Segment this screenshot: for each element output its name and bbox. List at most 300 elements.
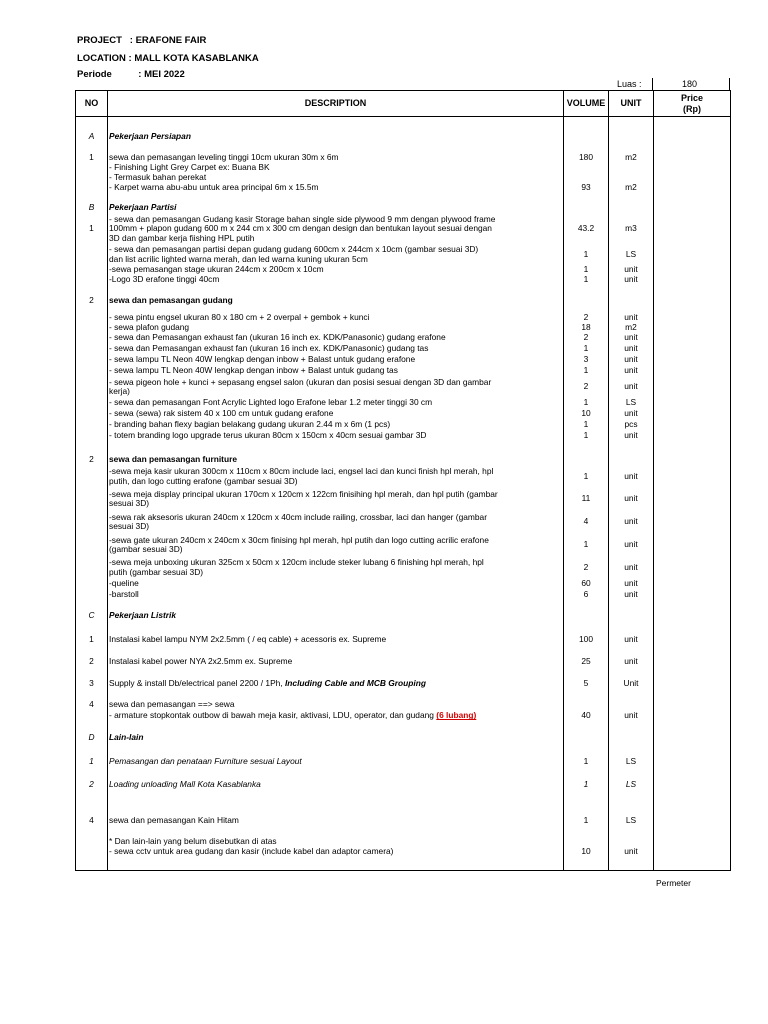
table-row — [76, 214, 731, 245]
row-unit: unit — [609, 333, 654, 344]
row-description-text: Lain-lain — [109, 732, 144, 743]
row-description — [108, 668, 564, 678]
row-unit — [609, 143, 654, 153]
row-description — [108, 183, 564, 193]
row-price — [654, 710, 731, 723]
row-unit — [609, 733, 654, 744]
row-description-text: - sewa dan Pemasangan exhaust fan (ukuran 16 inch ex. KDK/Panasonic) gudang erafone — [109, 332, 446, 343]
row-unit: LS — [609, 779, 654, 791]
row-volume — [564, 622, 609, 634]
table-row — [76, 710, 731, 723]
row-price — [654, 265, 731, 275]
row-volume: 2 — [564, 377, 609, 398]
row-unit: unit — [609, 847, 654, 857]
table-row — [76, 744, 731, 756]
row-no — [76, 193, 108, 203]
row-description — [108, 193, 564, 203]
table-row — [76, 131, 731, 143]
row-no — [76, 117, 108, 131]
row-description — [108, 131, 564, 143]
row-description-text: - sewa dan Pemasangan exhaust fan (ukuran 16 inch ex. KDK/Panasonic) gudang tas — [109, 343, 429, 354]
row-no — [76, 557, 108, 579]
row-unit: unit — [609, 431, 654, 442]
table-row — [76, 791, 731, 803]
row-description — [108, 847, 564, 857]
row-volume: 2 — [564, 313, 609, 323]
row-price — [654, 431, 731, 442]
row-description — [108, 488, 564, 511]
row-volume — [564, 791, 609, 803]
table-row — [76, 733, 731, 744]
row-description-text: - sewa dan pemasangan Font Acrylic Lighted logo Erafone lebar 1.2 meter tinggi 30 cm — [109, 397, 433, 408]
location-line — [77, 53, 259, 64]
row-unit: unit — [609, 466, 654, 488]
row-unit: m2 — [609, 183, 654, 193]
row-volume — [564, 700, 609, 710]
row-volume — [564, 442, 609, 454]
row-no — [76, 333, 108, 344]
table-row — [76, 579, 731, 590]
row-unit: unit — [609, 534, 654, 557]
row-description — [108, 710, 564, 723]
row-price — [654, 488, 731, 511]
row-volume: 1 — [564, 756, 609, 768]
row-description — [108, 344, 564, 355]
row-price — [654, 590, 731, 601]
row-description-text: Pekerjaan Listrik — [109, 610, 177, 621]
row-description-text: - Termasuk bahan perekat — [109, 171, 207, 182]
row-volume — [564, 131, 609, 143]
row-price — [654, 803, 731, 815]
row-no — [76, 857, 108, 871]
table-row — [76, 245, 731, 265]
table-row — [76, 622, 731, 634]
row-description — [108, 442, 564, 454]
row-no — [76, 366, 108, 377]
row-unit: unit — [609, 409, 654, 420]
row-description — [108, 756, 564, 768]
row-description — [108, 768, 564, 779]
table-row — [76, 454, 731, 466]
table-row — [76, 557, 731, 579]
row-volume: 1 — [564, 779, 609, 791]
table-row — [76, 768, 731, 779]
row-volume: 93 — [564, 183, 609, 193]
row-no — [76, 590, 108, 601]
row-description-text: Instalasi kabel lampu NYM 2x2.5mm ( / eq cable) + acessoris ex. Supreme — [109, 633, 387, 644]
row-unit: unit — [609, 511, 654, 534]
row-price — [654, 344, 731, 355]
table-row — [76, 678, 731, 690]
row-description — [108, 601, 564, 611]
table-row — [76, 779, 731, 791]
periode-line — [77, 69, 185, 80]
row-unit: unit — [609, 579, 654, 590]
row-no: 3 — [76, 678, 108, 690]
table-row — [76, 656, 731, 668]
row-no: 2 — [76, 656, 108, 668]
row-description-text: - sewa pintu engsel ukuran 80 x 180 cm + 2 overpal + gembok + kunci — [109, 311, 370, 322]
row-price — [654, 723, 731, 733]
row-price — [654, 275, 731, 285]
row-no — [76, 431, 108, 442]
table-row — [76, 333, 731, 344]
row-description — [108, 656, 564, 668]
row-unit: LS — [609, 245, 654, 265]
row-no: 1 — [76, 756, 108, 768]
row-no — [76, 668, 108, 678]
table-row — [76, 815, 731, 827]
row-volume: 11 — [564, 488, 609, 511]
row-no — [76, 723, 108, 733]
row-unit — [609, 131, 654, 143]
row-price — [654, 173, 731, 183]
row-description-text: - armature stopkontak outbow di bawah meja kasir, aktivasi, LDU, operator, dan gudang — [109, 710, 437, 721]
row-no — [76, 466, 108, 488]
row-price — [654, 646, 731, 656]
row-volume: 180 — [564, 153, 609, 163]
table-row — [76, 488, 731, 511]
row-unit — [609, 791, 654, 803]
row-no — [76, 622, 108, 634]
row-volume: 4 — [564, 511, 609, 534]
row-volume: 10 — [564, 409, 609, 420]
row-volume — [564, 837, 609, 847]
table-row — [76, 344, 731, 355]
table-row — [76, 442, 731, 454]
row-no — [76, 183, 108, 193]
row-no — [76, 355, 108, 366]
row-volume — [564, 723, 609, 733]
row-description — [108, 534, 564, 557]
row-price — [654, 454, 731, 466]
row-description — [108, 634, 564, 646]
row-no — [76, 323, 108, 333]
row-description — [108, 355, 564, 366]
row-unit — [609, 173, 654, 183]
luas-label: Luas : — [617, 79, 642, 89]
row-no — [76, 768, 108, 779]
row-unit — [609, 700, 654, 710]
row-volume: 60 — [564, 579, 609, 590]
row-price — [654, 601, 731, 611]
row-description — [108, 803, 564, 815]
table-row — [76, 366, 731, 377]
row-description — [108, 245, 564, 265]
row-no — [76, 409, 108, 420]
table-row — [76, 723, 731, 733]
row-volume: 40 — [564, 710, 609, 723]
row-volume: 1 — [564, 466, 609, 488]
row-unit — [609, 723, 654, 733]
row-price — [654, 815, 731, 827]
row-volume: 1 — [564, 275, 609, 285]
row-description-text: - sewa cctv untuk area gudang dan kasir (include kabel dan adaptor camera) — [109, 845, 394, 856]
row-price — [654, 622, 731, 634]
row-volume: 1 — [564, 265, 609, 275]
location-label: LOCATION — [77, 53, 126, 64]
row-price — [654, 193, 731, 203]
row-description — [108, 723, 564, 733]
row-unit — [609, 827, 654, 837]
row-description-text: - sewa (sewa) rak sistem 40 x 100 cm untuk gudang erafone — [109, 408, 334, 419]
row-price — [654, 744, 731, 756]
row-description — [108, 431, 564, 442]
row-price — [654, 733, 731, 744]
table-header-row — [76, 91, 731, 117]
row-no: 1 — [76, 214, 108, 245]
row-volume — [564, 827, 609, 837]
row-no — [76, 245, 108, 265]
row-no — [76, 710, 108, 723]
table-row — [76, 668, 731, 678]
row-price — [654, 183, 731, 193]
row-unit: m3 — [609, 214, 654, 245]
row-volume — [564, 668, 609, 678]
table-row — [76, 534, 731, 557]
table-row — [76, 409, 731, 420]
row-no — [76, 420, 108, 431]
row-description — [108, 203, 564, 214]
row-price — [654, 323, 731, 333]
row-unit: unit — [609, 710, 654, 723]
row-price — [654, 827, 731, 837]
row-description — [108, 420, 564, 431]
row-price — [654, 847, 731, 857]
table-row — [76, 355, 731, 366]
row-no: C — [76, 611, 108, 622]
permeter-label: Permeter — [656, 878, 691, 888]
row-unit — [609, 690, 654, 700]
row-price — [654, 163, 731, 173]
column-divider — [652, 78, 653, 90]
row-volume — [564, 203, 609, 214]
row-unit — [609, 668, 654, 678]
row-unit: pcs — [609, 420, 654, 431]
row-unit: unit — [609, 656, 654, 668]
row-description — [108, 678, 564, 690]
row-volume: 18 — [564, 323, 609, 333]
row-no — [76, 534, 108, 557]
row-description-text: sewa dan pemasangan furniture — [109, 453, 237, 464]
row-no — [76, 344, 108, 355]
row-description — [108, 590, 564, 601]
row-unit: unit — [609, 590, 654, 601]
row-description — [108, 117, 564, 131]
row-unit: LS — [609, 398, 654, 409]
row-description-text: sewa dan pemasangan Kain Hitam — [109, 814, 239, 825]
row-no — [76, 488, 108, 511]
row-price — [654, 333, 731, 344]
row-price — [654, 296, 731, 307]
row-unit: unit — [609, 634, 654, 646]
row-description — [108, 622, 564, 634]
row-description — [108, 409, 564, 420]
row-description — [108, 214, 564, 245]
row-description — [108, 511, 564, 534]
row-description-text: - sewa dan pemasangan partisi depan gudang gudang 600cm x 244cm x 10cm (gambar sesuai 3D) dan list acrilic lighted warna merah, dan led warna kuning ukuran 5cm — [109, 244, 479, 264]
row-description-text: - Finishing Light Grey Carpet ex: Buana BK — [109, 161, 270, 172]
row-price — [654, 579, 731, 590]
row-no — [76, 265, 108, 275]
row-volume: 1 — [564, 420, 609, 431]
row-description-text: Instalasi kabel power NYA 2x2.5mm ex. Supreme — [109, 655, 293, 666]
row-description — [108, 296, 564, 307]
row-price — [654, 511, 731, 534]
row-description-text: -sewa meja kasir ukuran 300cm x 110cm x 80cm include laci, engsel laci dan kunci finish hpl merah, hpl putih, dan logo cutting erafone (gambar sesuai 3D) — [109, 466, 494, 486]
row-unit — [609, 646, 654, 656]
row-price — [654, 131, 731, 143]
table-row — [76, 601, 731, 611]
row-price — [654, 557, 731, 579]
table-row — [76, 193, 731, 203]
row-unit: m2 — [609, 323, 654, 333]
row-volume — [564, 454, 609, 466]
row-volume: 1 — [564, 534, 609, 557]
row-volume: 1 — [564, 431, 609, 442]
row-price — [654, 756, 731, 768]
row-unit: unit — [609, 265, 654, 275]
row-price — [654, 791, 731, 803]
luas-value: 180 — [682, 79, 698, 89]
row-description-text: -sewa gate ukuran 240cm x 240cm x 30cm finising hpl merah, hpl putih dan logo cutting acrilic erafone (gambar sesuai 3D) — [109, 534, 489, 554]
row-no: 1 — [76, 153, 108, 163]
row-description — [108, 377, 564, 398]
row-price — [654, 117, 731, 131]
row-description — [108, 791, 564, 803]
table-row — [76, 590, 731, 601]
row-price — [654, 245, 731, 265]
row-description-text: * Dan lain-lain yang belum disebutkan di atas — [109, 835, 277, 846]
table-row — [76, 323, 731, 333]
row-unit: unit — [609, 377, 654, 398]
row-no — [76, 398, 108, 409]
row-price — [654, 420, 731, 431]
periode-value: : MEI 2022 — [138, 69, 185, 80]
row-description — [108, 323, 564, 333]
row-unit — [609, 768, 654, 779]
row-description-text: - branding bahan flexy bagian belakang gudang ukuran 2.44 m x 6m (1 pcs) — [109, 419, 391, 430]
row-unit: unit — [609, 557, 654, 579]
row-volume: 2 — [564, 557, 609, 579]
row-unit — [609, 285, 654, 296]
row-volume: 1 — [564, 344, 609, 355]
row-no: D — [76, 733, 108, 744]
project-line — [77, 35, 206, 46]
row-description-text: - Karpet warna abu-abu untuk area principal 6m x 15.5m — [109, 181, 319, 192]
row-description — [108, 466, 564, 488]
row-description-text: sewa dan pemasangan ==> sewa — [109, 698, 235, 709]
row-price — [654, 377, 731, 398]
row-volume — [564, 296, 609, 307]
row-volume — [564, 601, 609, 611]
row-volume: 6 — [564, 590, 609, 601]
table-row — [76, 700, 731, 710]
row-no: 1 — [76, 634, 108, 646]
row-no — [76, 285, 108, 296]
row-price — [654, 313, 731, 323]
row-volume — [564, 285, 609, 296]
row-description — [108, 744, 564, 756]
row-no — [76, 579, 108, 590]
row-description-text: - sewa plafon gudang — [109, 321, 190, 332]
table-row — [76, 296, 731, 307]
col-header-description: DESCRIPTION — [108, 91, 564, 117]
row-no — [76, 511, 108, 534]
row-description — [108, 398, 564, 409]
row-price — [654, 668, 731, 678]
table-row — [76, 183, 731, 193]
row-description — [108, 285, 564, 296]
col-header-unit: UNIT — [609, 91, 654, 117]
row-volume — [564, 744, 609, 756]
row-volume: 100 — [564, 634, 609, 646]
table-row — [76, 377, 731, 398]
row-volume — [564, 611, 609, 622]
row-description-text: - totem branding logo upgrade terus ukuran 80cm x 150cm x 40cm sesuai gambar 3D — [109, 430, 427, 441]
row-description-text: Loading unloading Mall Kota Kasablanka — [109, 778, 261, 789]
row-unit: unit — [609, 366, 654, 377]
row-volume — [564, 803, 609, 815]
row-volume: 1 — [564, 815, 609, 827]
row-price — [654, 837, 731, 847]
table-row — [76, 756, 731, 768]
row-description-text: Pekerjaan Persiapan — [109, 130, 191, 141]
row-volume — [564, 646, 609, 656]
project-label: PROJECT — [77, 35, 122, 46]
row-no — [76, 827, 108, 837]
row-volume: 1 — [564, 245, 609, 265]
row-no — [76, 313, 108, 323]
row-volume: 2 — [564, 333, 609, 344]
row-unit — [609, 117, 654, 131]
row-unit: LS — [609, 815, 654, 827]
table-row — [76, 611, 731, 622]
row-no — [76, 837, 108, 847]
row-description-text: - sewa lampu TL Neon 40W lengkap dengan inbow + Balast untuk gudang tas — [109, 365, 398, 376]
row-unit — [609, 803, 654, 815]
row-no — [76, 377, 108, 398]
row-no: 2 — [76, 779, 108, 791]
table-row — [76, 275, 731, 285]
row-volume — [564, 193, 609, 203]
row-price — [654, 355, 731, 366]
row-volume: 5 — [564, 678, 609, 690]
row-description — [108, 557, 564, 579]
table-row — [76, 646, 731, 656]
row-volume — [564, 857, 609, 871]
table-row — [76, 466, 731, 488]
row-unit — [609, 163, 654, 173]
row-no: B — [76, 203, 108, 214]
row-unit — [609, 442, 654, 454]
row-volume — [564, 173, 609, 183]
table-row — [76, 511, 731, 534]
table-row — [76, 398, 731, 409]
row-description-text: sewa dan pemasangan gudang — [109, 295, 233, 306]
row-price — [654, 611, 731, 622]
row-price — [654, 779, 731, 791]
row-no — [76, 803, 108, 815]
row-no — [76, 646, 108, 656]
row-description-text: -queline — [109, 578, 139, 589]
row-no — [76, 791, 108, 803]
row-description-text: -sewa rak aksesoris ukuran 240cm x 120cm x 40cm include railing, crossbar, laci dan hanger (gambar sesuai 3D) — [109, 511, 487, 531]
row-description-emphasis: Including Cable and MCB Grouping — [284, 677, 426, 688]
row-unit: m2 — [609, 153, 654, 163]
row-description-text: -barstoll — [109, 589, 139, 600]
row-price — [654, 143, 731, 153]
